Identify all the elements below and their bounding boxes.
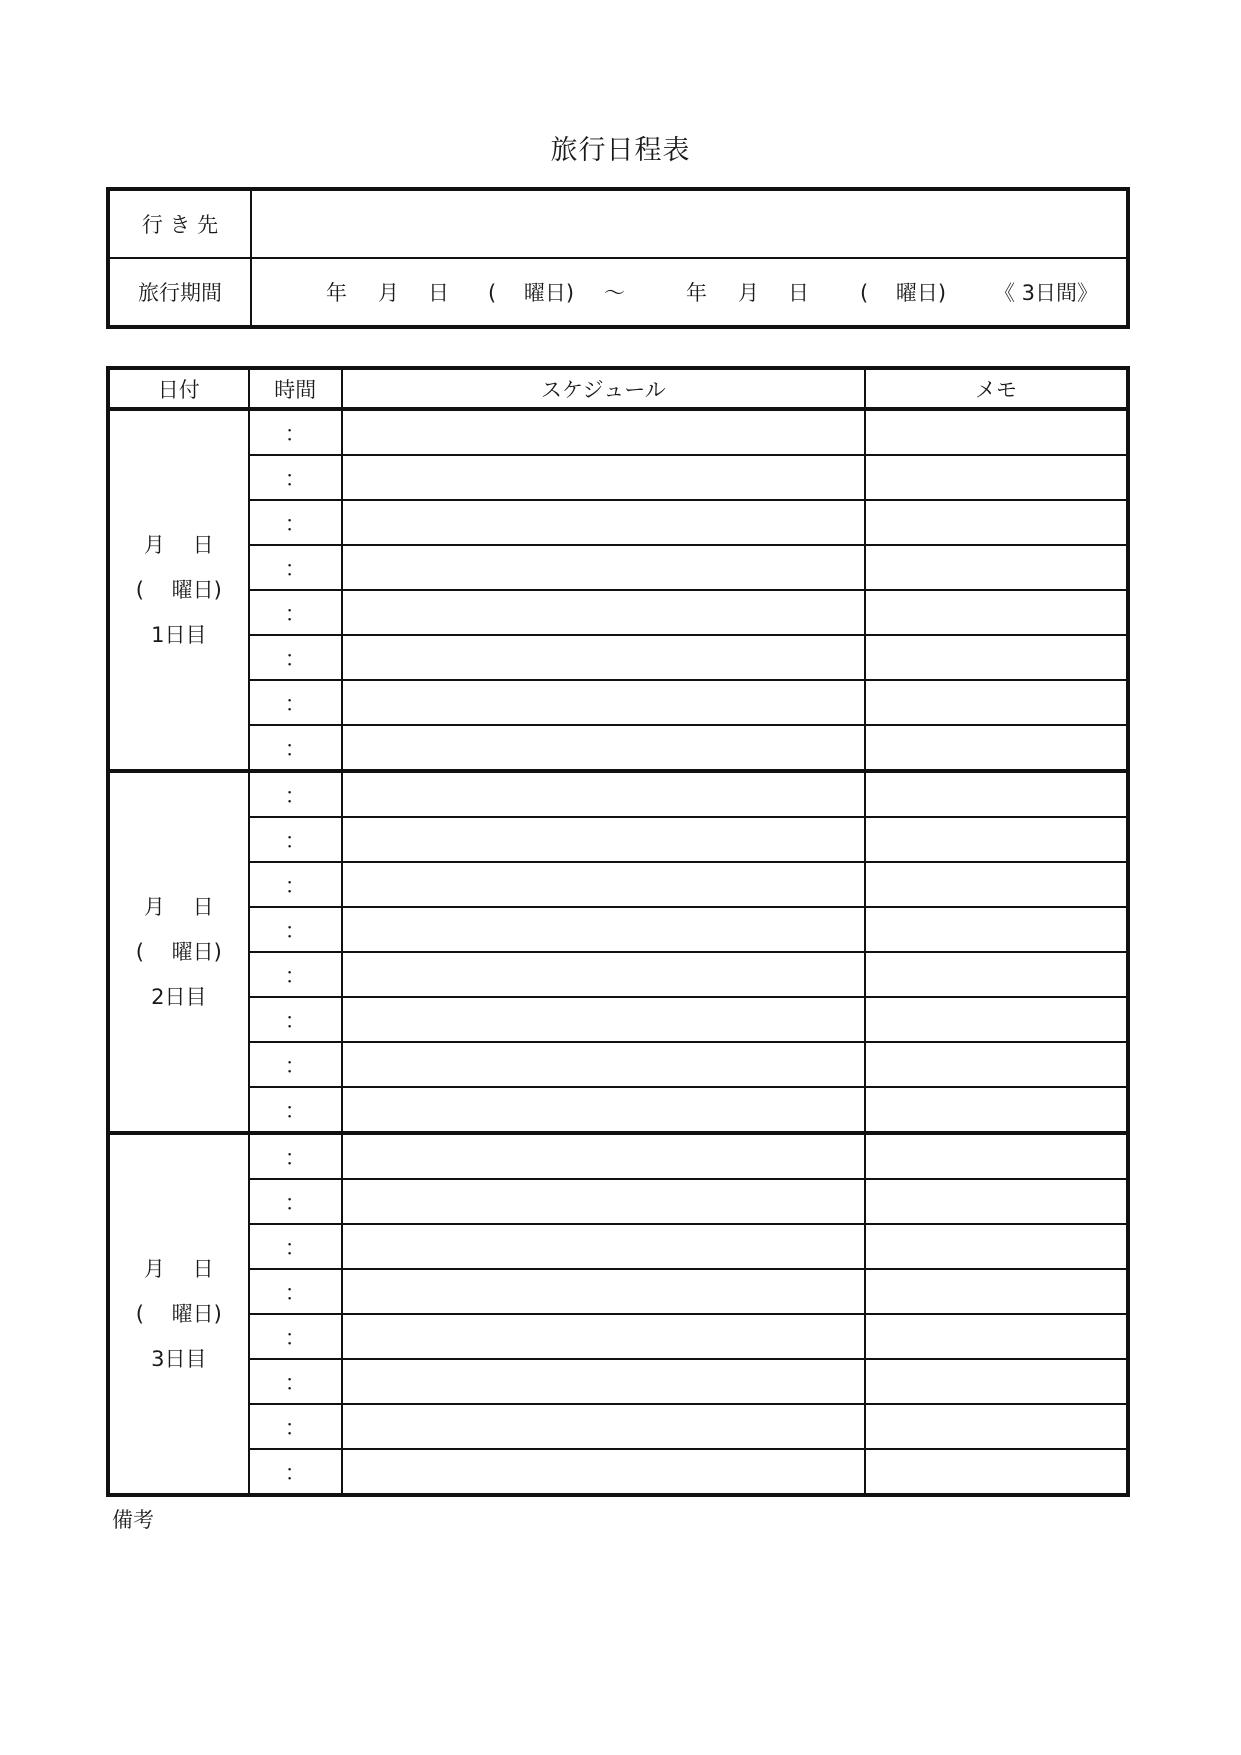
end-month: 月 bbox=[738, 281, 759, 305]
time-cell[interactable]: ： bbox=[249, 1224, 342, 1269]
day-date: 月 日 bbox=[143, 532, 214, 557]
day-cell bbox=[108, 409, 249, 771]
trip-info-table bbox=[106, 187, 1130, 329]
memo-cell[interactable] bbox=[865, 1269, 1128, 1314]
column-header-time: 時間 bbox=[249, 368, 342, 409]
schedule-cell[interactable] bbox=[342, 1269, 865, 1314]
schedule-row bbox=[108, 997, 1128, 1042]
schedule-row bbox=[108, 725, 1128, 771]
schedule-row bbox=[108, 590, 1128, 635]
day-weekday: ( 曜日) bbox=[135, 1301, 222, 1326]
time-cell[interactable]: ： bbox=[249, 952, 342, 997]
time-cell[interactable]: ： bbox=[249, 1133, 342, 1179]
schedule-cell[interactable] bbox=[342, 1087, 865, 1133]
time-cell[interactable]: ： bbox=[249, 1269, 342, 1314]
schedule-cell[interactable] bbox=[342, 952, 865, 997]
schedule-header-row bbox=[108, 368, 1128, 409]
schedule-cell[interactable] bbox=[342, 1042, 865, 1087]
schedule-cell[interactable] bbox=[342, 500, 865, 545]
time-cell[interactable]: ： bbox=[249, 1042, 342, 1087]
schedule-row bbox=[108, 455, 1128, 500]
time-cell[interactable]: ： bbox=[249, 545, 342, 590]
schedule-row bbox=[108, 1179, 1128, 1224]
schedule-row bbox=[108, 1449, 1128, 1495]
period-label: 旅行期間 bbox=[108, 258, 251, 327]
time-cell[interactable]: ： bbox=[249, 862, 342, 907]
memo-cell[interactable] bbox=[865, 590, 1128, 635]
time-cell[interactable]: ： bbox=[249, 771, 342, 817]
schedule-row bbox=[108, 862, 1128, 907]
memo-cell[interactable] bbox=[865, 1087, 1128, 1133]
schedule-row bbox=[108, 545, 1128, 590]
schedule-cell[interactable] bbox=[342, 1359, 865, 1404]
schedule-cell[interactable] bbox=[342, 907, 865, 952]
schedule-cell[interactable] bbox=[342, 725, 865, 771]
memo-cell[interactable] bbox=[865, 409, 1128, 455]
memo-cell[interactable] bbox=[865, 1133, 1128, 1179]
schedule-cell[interactable] bbox=[342, 1404, 865, 1449]
schedule-cell[interactable] bbox=[342, 680, 865, 725]
memo-cell[interactable] bbox=[865, 545, 1128, 590]
memo-cell[interactable] bbox=[865, 1404, 1128, 1449]
period-row bbox=[108, 258, 1128, 327]
schedule-cell[interactable] bbox=[342, 771, 865, 817]
start-weekday: ( 曜日) bbox=[488, 281, 575, 305]
column-header-memo: メモ bbox=[865, 368, 1128, 409]
schedule-row bbox=[108, 1133, 1128, 1179]
time-cell[interactable]: ： bbox=[249, 907, 342, 952]
day-label: 1日目 bbox=[151, 622, 207, 647]
schedule-cell[interactable] bbox=[342, 1224, 865, 1269]
schedule-cell[interactable] bbox=[342, 409, 865, 455]
time-cell[interactable]: ： bbox=[249, 455, 342, 500]
remarks-label: 備考 bbox=[112, 1508, 154, 1532]
schedule-row bbox=[108, 1087, 1128, 1133]
schedule-cell[interactable] bbox=[342, 635, 865, 680]
memo-cell[interactable] bbox=[865, 1359, 1128, 1404]
schedule-row bbox=[108, 1314, 1128, 1359]
start-month: 月 bbox=[378, 281, 399, 305]
time-cell[interactable]: ： bbox=[249, 725, 342, 771]
schedule-row bbox=[108, 1224, 1128, 1269]
column-header-schedule: スケジュール bbox=[342, 368, 865, 409]
memo-cell[interactable] bbox=[865, 1449, 1128, 1495]
time-cell[interactable]: ： bbox=[249, 1359, 342, 1404]
column-header-date: 日付 bbox=[108, 368, 249, 409]
memo-cell[interactable] bbox=[865, 680, 1128, 725]
day-label: 2日目 bbox=[151, 984, 207, 1009]
destination-label: 行 き 先 bbox=[108, 189, 251, 258]
time-cell[interactable]: ： bbox=[249, 1449, 342, 1495]
memo-cell[interactable] bbox=[865, 455, 1128, 500]
schedule-row bbox=[108, 500, 1128, 545]
schedule-row bbox=[108, 1359, 1128, 1404]
schedule-row bbox=[108, 1404, 1128, 1449]
time-cell[interactable]: ： bbox=[249, 817, 342, 862]
period-field[interactable] bbox=[251, 258, 1128, 327]
day-cell bbox=[108, 771, 249, 1133]
start-year: 年 bbox=[326, 281, 347, 305]
time-cell[interactable]: ： bbox=[249, 590, 342, 635]
schedule-cell[interactable] bbox=[342, 997, 865, 1042]
schedule-cell[interactable] bbox=[342, 1449, 865, 1495]
memo-cell[interactable] bbox=[865, 1042, 1128, 1087]
schedule-row bbox=[108, 1042, 1128, 1087]
memo-cell[interactable] bbox=[865, 862, 1128, 907]
schedule-row bbox=[108, 680, 1128, 725]
memo-cell[interactable] bbox=[865, 635, 1128, 680]
schedule-table bbox=[106, 366, 1130, 1497]
schedule-row bbox=[108, 409, 1128, 455]
schedule-row bbox=[108, 907, 1128, 952]
memo-cell[interactable] bbox=[865, 1314, 1128, 1359]
start-day: 日 bbox=[428, 281, 449, 305]
memo-cell[interactable] bbox=[865, 771, 1128, 817]
schedule-cell[interactable] bbox=[342, 1133, 865, 1179]
schedule-cell[interactable] bbox=[342, 545, 865, 590]
schedule-cell[interactable] bbox=[342, 455, 865, 500]
memo-cell[interactable] bbox=[865, 952, 1128, 997]
memo-cell[interactable] bbox=[865, 1224, 1128, 1269]
time-cell[interactable]: ： bbox=[249, 500, 342, 545]
end-day: 日 bbox=[788, 281, 809, 305]
schedule-cell[interactable] bbox=[342, 817, 865, 862]
duration-label: 《 3日間》 bbox=[994, 281, 1099, 305]
time-cell[interactable]: ： bbox=[249, 1404, 342, 1449]
time-cell[interactable]: ： bbox=[249, 635, 342, 680]
day-date: 月 日 bbox=[143, 1256, 214, 1281]
day-date: 月 日 bbox=[143, 894, 214, 919]
day-cell bbox=[108, 1133, 249, 1495]
schedule-cell[interactable] bbox=[342, 1179, 865, 1224]
schedule-row bbox=[108, 771, 1128, 817]
schedule-row bbox=[108, 952, 1128, 997]
time-cell[interactable]: ： bbox=[249, 1314, 342, 1359]
memo-cell[interactable] bbox=[865, 1179, 1128, 1224]
day-label: 3日目 bbox=[151, 1346, 207, 1371]
schedule-cell[interactable] bbox=[342, 1314, 865, 1359]
memo-cell[interactable] bbox=[865, 907, 1128, 952]
memo-cell[interactable] bbox=[865, 997, 1128, 1042]
memo-cell[interactable] bbox=[865, 725, 1128, 771]
day-weekday: ( 曜日) bbox=[135, 577, 222, 602]
time-cell[interactable]: ： bbox=[249, 997, 342, 1042]
page-title: 旅行日程表 bbox=[550, 135, 691, 166]
day-weekday: ( 曜日) bbox=[135, 939, 222, 964]
destination-field[interactable] bbox=[251, 189, 1128, 258]
schedule-cell[interactable] bbox=[342, 590, 865, 635]
destination-row bbox=[108, 189, 1128, 258]
schedule-row bbox=[108, 817, 1128, 862]
memo-cell[interactable] bbox=[865, 500, 1128, 545]
tilde: 〜 bbox=[604, 281, 625, 305]
time-cell[interactable]: ： bbox=[249, 1179, 342, 1224]
schedule-row bbox=[108, 635, 1128, 680]
time-cell[interactable]: ： bbox=[249, 409, 342, 455]
time-cell[interactable]: ： bbox=[249, 1087, 342, 1133]
schedule-row bbox=[108, 1269, 1128, 1314]
memo-cell[interactable] bbox=[865, 817, 1128, 862]
end-weekday: ( 曜日) bbox=[860, 281, 947, 305]
end-year: 年 bbox=[686, 281, 707, 305]
schedule-cell[interactable] bbox=[342, 862, 865, 907]
time-cell[interactable]: ： bbox=[249, 680, 342, 725]
